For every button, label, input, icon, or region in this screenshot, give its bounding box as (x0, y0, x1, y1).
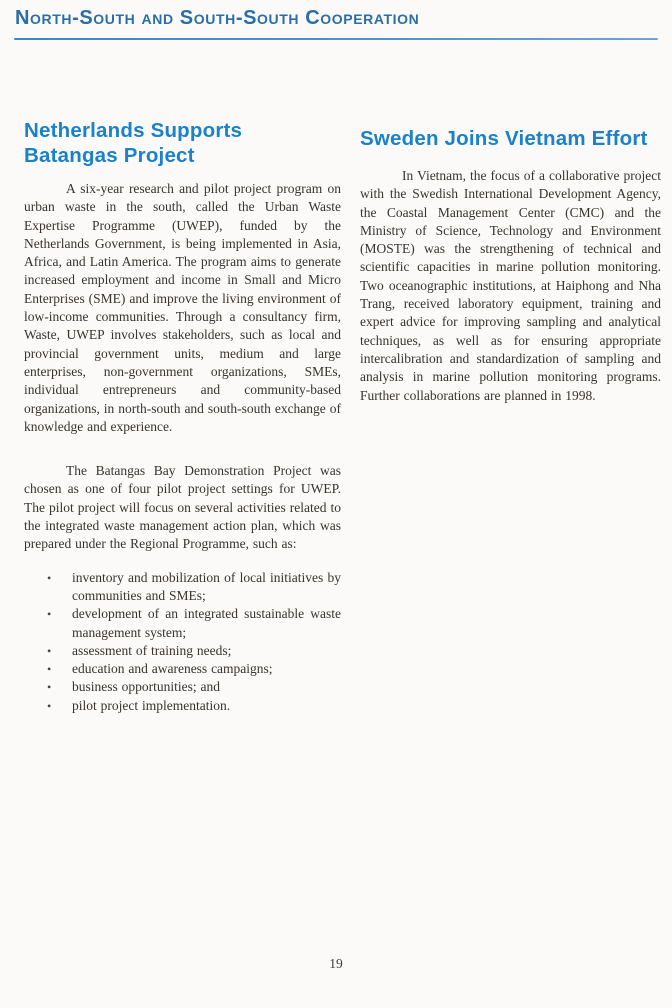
section-heading-netherlands (24, 118, 341, 168)
heading-line-1: Netherlands Supports (24, 119, 243, 142)
header-divider-rule (14, 38, 658, 40)
list-item: • business opportunities; and (72, 678, 341, 696)
list-item: • inventory and mobilization of local initiatives by communities and SMEs; (72, 569, 341, 606)
page-number: 19 (329, 956, 343, 971)
heading-line-2: Batangas Project (24, 144, 195, 167)
netherlands-paragraph-2: The Batangas Bay Demonstration Project was chosen as one of four pilot project settings for UWEP. The pilot project will focus on several activities related to the integrated waste management action plan, which was prepared under the Regional Programme, such as: (24, 463, 341, 552)
section-heading-sweden: Sweden Joins Vietnam Effort (360, 127, 648, 150)
right-column (360, 112, 661, 405)
list-item: • pilot project implementation. (72, 697, 341, 715)
sweden-paragraph-1: In Vietnam, the focus of a collaborative project with the Swedish International Development Agency, the Coastal Management Center (CMC) and the Ministry of Science, Technology and Environment (MOSTE) was the strengthening of technical and scientific capacities in marine pollution monitoring. Two oceanographic institutions, at Haiphong and Nha Trang, received laboratory equipment, training and expert advice for improving sampling and analytical techniques, as well as for ensuring appropriate intercalibration and standardization of sampling and analysis in marine pollution monitoring programs. Further collaborations are planned in 1998. (360, 168, 661, 403)
list-item: • assessment of training needs; (72, 642, 341, 660)
uwep-activities-list (24, 569, 341, 715)
netherlands-paragraph-1: A six-year research and pilot project program on urban waste in the south, called the Urban Waste Expertise Programme (UWEP), funded by the Netherlands Government, is being implemented in Asia, Africa, and Latin America. The program aims to generate increased employment and income in Small and Micro Enterprises (SME) and improve the living environment of low-income communities. Through a consultancy firm, Waste, UWEP involves stakeholders, such as local and provincial government units, medium and large enterprises, non-government organizations, SMEs, individual entrepreneurs and community-based organizations, in north-south and south-south exchange of knowledge and experience. (24, 181, 341, 434)
left-column (24, 112, 341, 715)
page-header-title: North-South and South-South Cooperation (15, 7, 420, 29)
list-item: • development of an integrated sustainable waste management system; (72, 605, 341, 642)
list-item: • education and awareness campaigns; (72, 660, 341, 678)
